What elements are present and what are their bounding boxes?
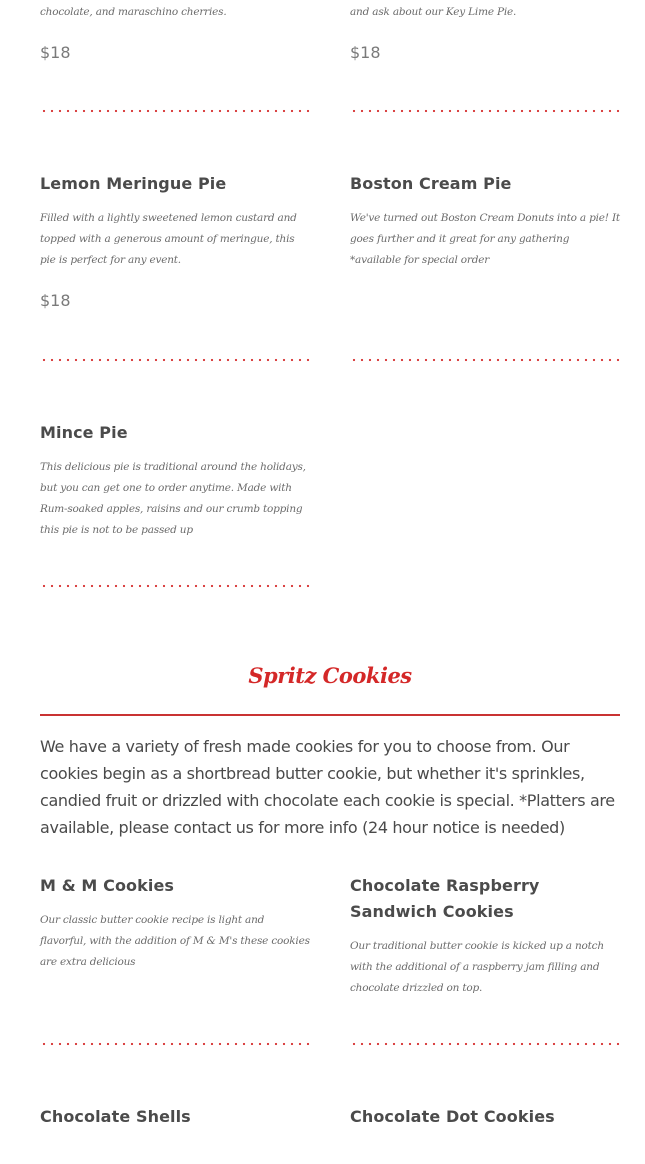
section-title: Spritz Cookies: [248, 663, 412, 688]
item-description: We've turned out Boston Cream Donuts into a pie! It goes further and it great for any gathering *available for special order: [350, 212, 620, 266]
section-divider: [40, 714, 620, 716]
menu-item-mm-cookies: [40, 873, 310, 973]
item-description: Our classic butter cookie recipe is light and flavorful, with the addition of M & M's these cookies are extra delicious: [40, 914, 310, 968]
item-description: and ask about our Key Lime Pie.: [350, 6, 517, 18]
menu-item-boston-cream-pie: [350, 171, 622, 271]
menu-item-partial-left: [40, 2, 310, 64]
item-description: Filled with a lightly sweetened lemon custard and topped with a generous amount of meringue, this pie is perfect for any event.: [40, 212, 297, 266]
menu-item-chocolate-raspberry-sandwich-cookies: [350, 873, 622, 999]
item-title: Lemon Meringue Pie: [40, 174, 227, 193]
menu-item-lemon-meringue-pie: [40, 171, 310, 312]
item-title: Boston Cream Pie: [350, 174, 512, 193]
dotted-divider: [40, 584, 310, 588]
item-description: chocolate, and maraschino cherries.: [40, 6, 227, 18]
section-intro: We have a variety of fresh made cookies for you to choose from. Our cookies begin as a shortbread butter cookie, but whether it's sprinkles, candied fruit or drizzled with chocolate each cookie is special. *Platters are available, please contact us for more info (24 hour notice is needed): [40, 737, 615, 837]
menu-item-chocolate-shells: [40, 1104, 310, 1130]
item-description: This delicious pie is traditional around the holidays, but you can get one to order anytime. Made with Rum-soaked apples, raisins and our crumb topping this pie is not to be passed up: [40, 461, 306, 536]
item-title: Chocolate Raspberry Sandwich Cookies: [350, 876, 540, 921]
item-price: $18: [40, 43, 71, 62]
menu-item-mince-pie: [40, 420, 310, 541]
item-price: $18: [40, 291, 71, 310]
dotted-divider: [350, 1042, 622, 1046]
dotted-divider: [40, 1042, 310, 1046]
dotted-divider: [40, 109, 310, 113]
dotted-divider: [350, 109, 622, 113]
dotted-divider: [350, 358, 622, 362]
item-price: $18: [350, 43, 381, 62]
item-title: Mince Pie: [40, 423, 128, 442]
item-title: M & M Cookies: [40, 876, 175, 895]
dotted-divider: [40, 358, 310, 362]
menu-item-partial-right: [350, 2, 622, 64]
item-title: Chocolate Shells: [40, 1107, 191, 1126]
item-description: Our traditional butter cookie is kicked up a notch with the additional of a raspberry jam filling and chocolate drizzled on top.: [350, 940, 604, 994]
menu-item-chocolate-dot-cookies: [350, 1104, 622, 1130]
item-title: Chocolate Dot Cookies: [350, 1107, 555, 1126]
